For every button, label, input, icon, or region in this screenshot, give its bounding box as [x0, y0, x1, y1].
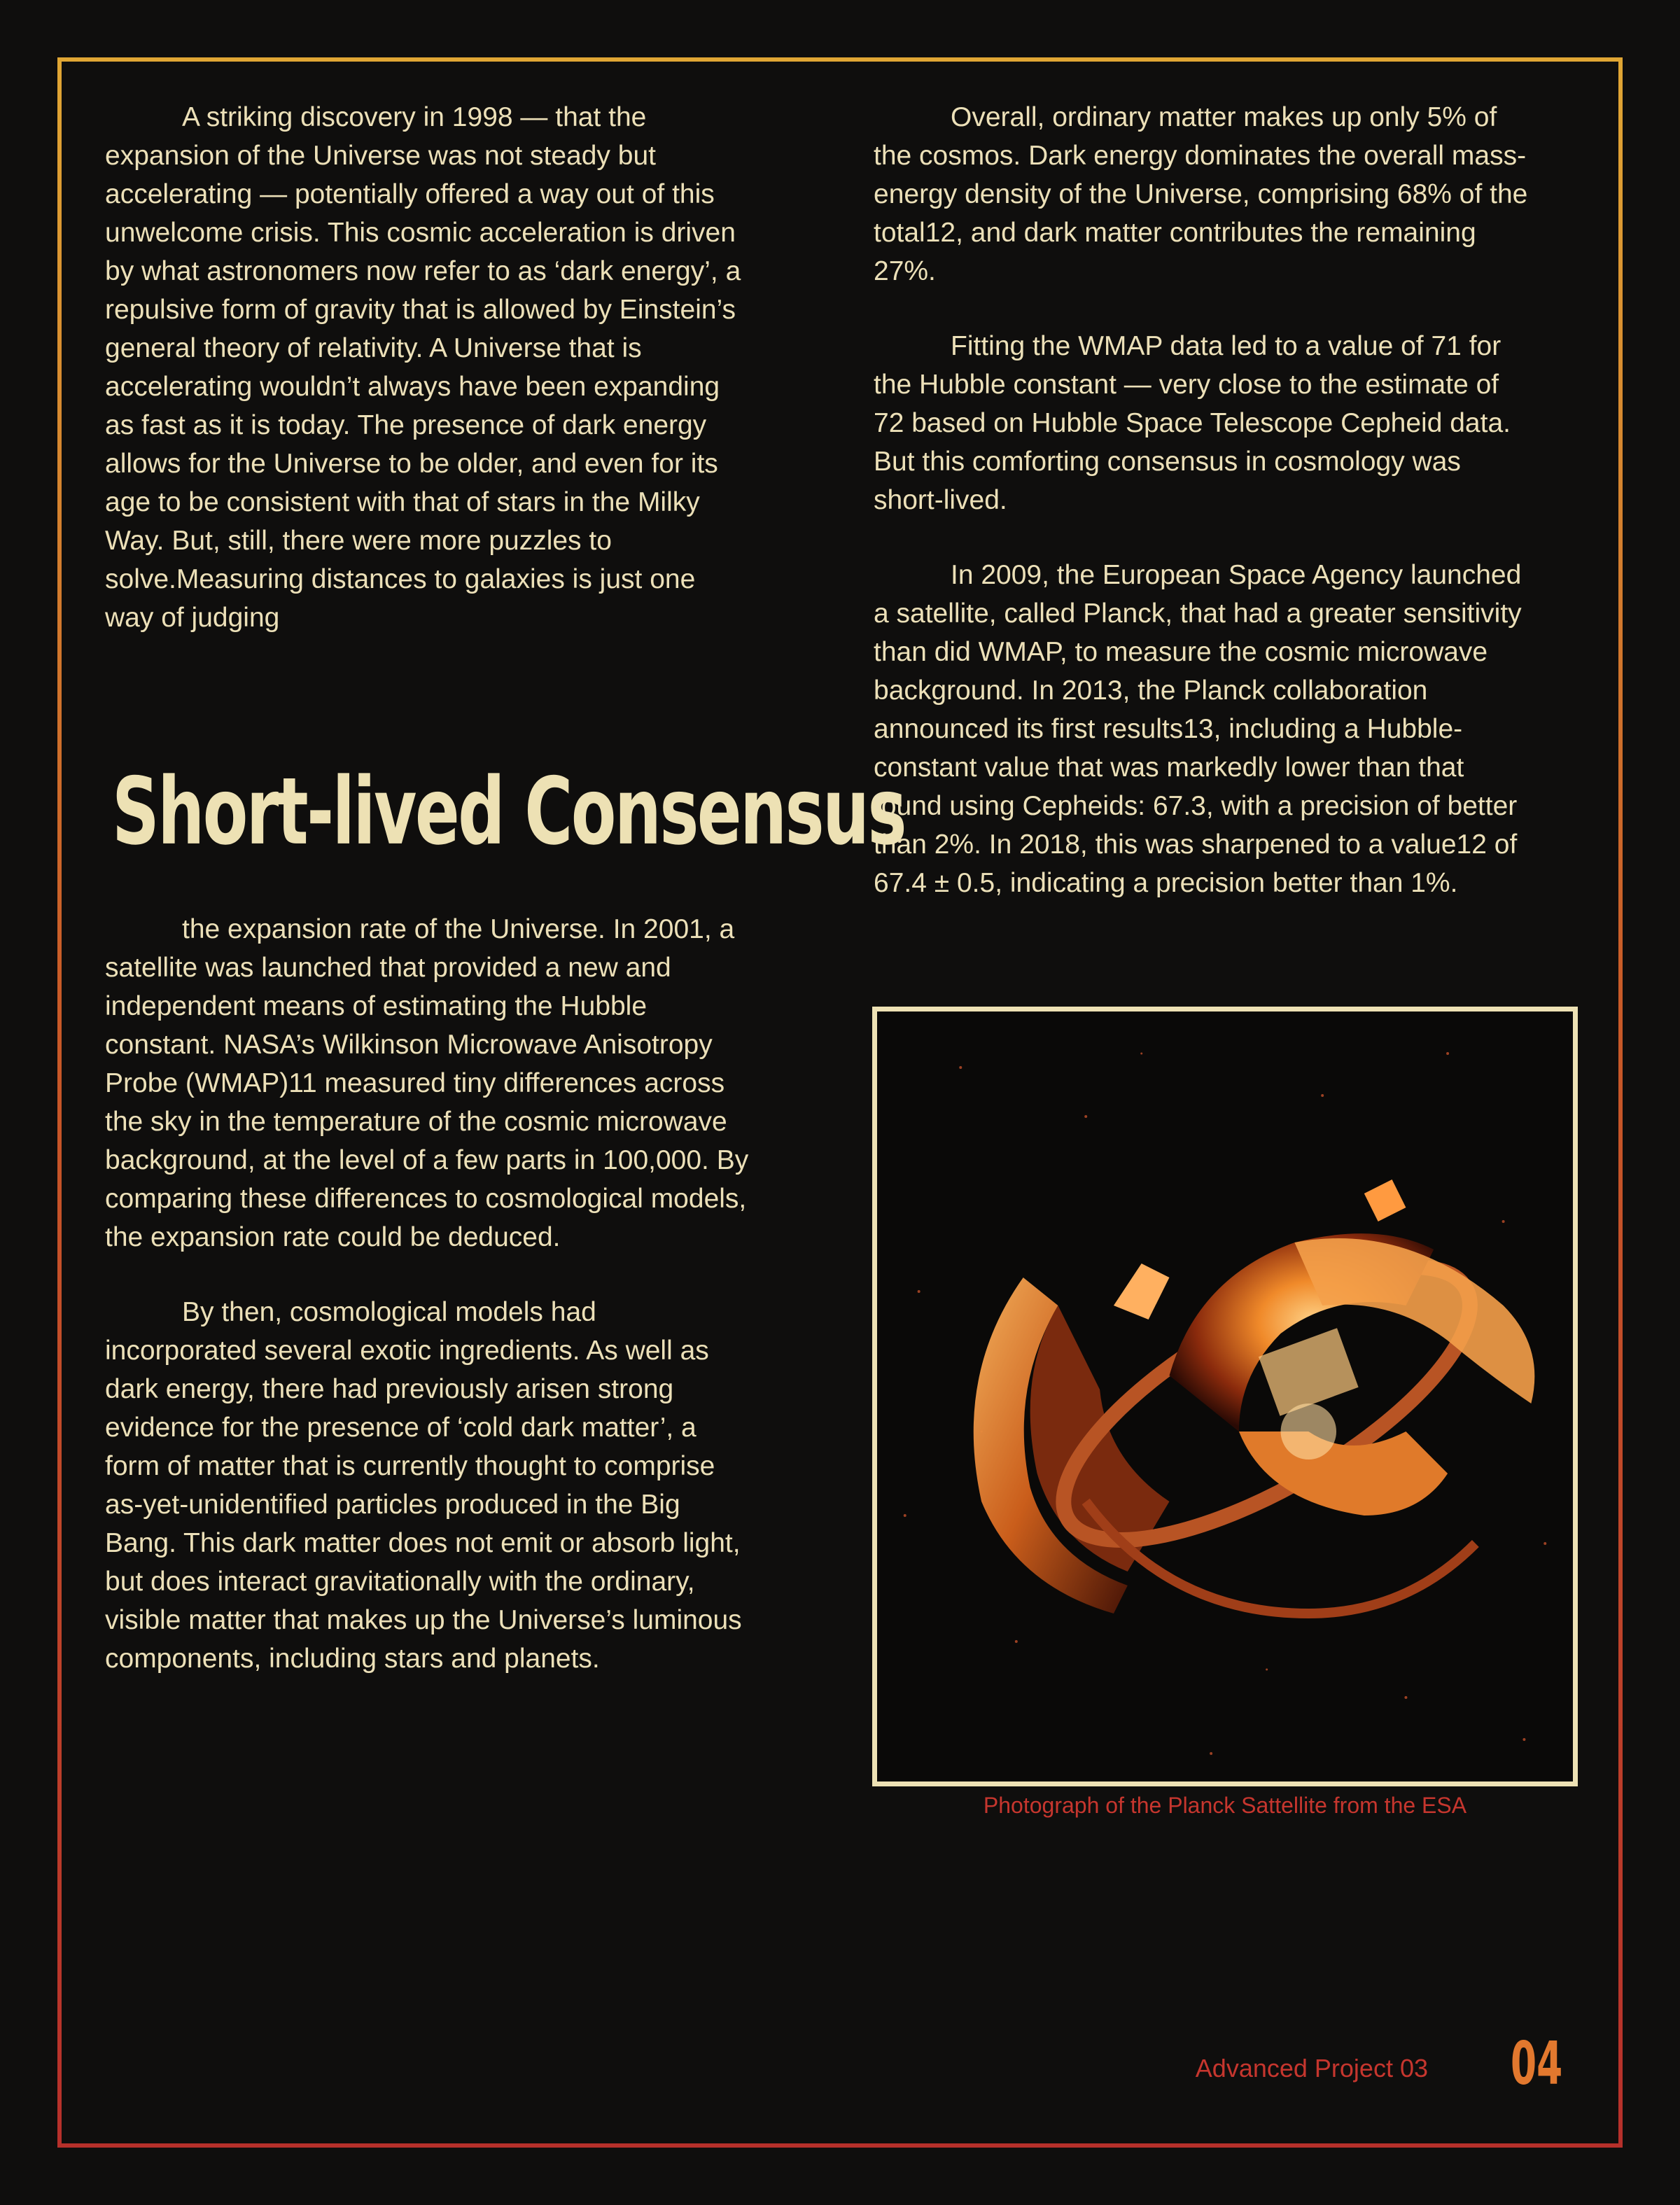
left-column-top: [105, 98, 749, 673]
satellite-illustration: [877, 1011, 1573, 1782]
paragraph: By then, cosmological models had incorporated several exotic ingredients. As well as dark energy, there had previously arisen strong evidence for the presence of ‘cold dark matter’, a form of matter that is currently thought to comprise as-yet-unidentified particles produced in the Big Bang. This dark matter does not emit or absorb light, but does interact gravitationally with the ordinary, visible matter that makes up the Universe’s luminous components, including stars and planets.: [105, 1297, 742, 1674]
photo-caption: Photograph of the Planck Sattellite from the ESA: [983, 1793, 1467, 1818]
paragraph: the expansion rate of the Universe. In 2001, a satellite was launched that provided a new and independent means of estimating the Hubble constant. NASA’s Wilkinson Microwave Anisotropy Probe (WMAP)11 measured tiny differences across the sky in the temperature of the cosmic microwave background, at the level of a few parts in 100,000. By comparing these differences to cosmological models, the expansion rate could be deduced.: [105, 914, 749, 1252]
paragraph: Fitting the WMAP data led to a value of 71 for the Hubble constant — very close to the estimate of 72 based on Hubble Space Telescope Cepheid data. But this comforting consensus in cosmology was short-lived.: [874, 331, 1511, 515]
section-heading: Short-lived Consensus: [112, 758, 906, 866]
footer-project-label: Advanced Project 03: [1195, 2054, 1428, 2082]
left-column-bottom: [105, 910, 749, 1714]
paragraph: In 2009, the European Space Agency launched a satellite, called Planck, that had a greater sensitivity than did WMAP, to measure the cosmic microwave background. In 2013, the Planck collaboration announced its first results13, including a Hubble-constant value that was markedly lower than that found using Cepheids: 67.3, with a precision of better than 2%. In 2018, this was sharpened to a value12 of 67.4 ± 0.5, indicating a precision better than 1%.: [874, 560, 1522, 898]
page-number: 04: [1511, 2029, 1563, 2099]
planck-satellite-photo: [872, 1007, 1578, 1786]
right-column: [874, 98, 1532, 939]
paragraph: Overall, ordinary matter makes up only 5% of the cosmos. Dark energy dominates the overall mass-energy density of the Universe, comprising 68% of the total12, and dark matter contributes the remaining 27%.: [874, 102, 1528, 286]
paragraph: A striking discovery in 1998 — that the expansion of the Universe was not steady but accelerating — potentially offered a way out of this unwelcome crisis. This cosmic acceleration is driven by what astronomers now refer to as ‘dark energy’, a repulsive form of gravity that is allowed by Einstein’s general theory of relativity. A Universe that is accelerating wouldn’t always have been expanding as fast as it is today. The presence of dark energy allows for the Universe to be older, and even for its age to be consistent with that of stars in the Milky Way. But, still, there were more puzzles to solve.Measuring distances to galaxies is just one way of judging: [105, 102, 741, 633]
